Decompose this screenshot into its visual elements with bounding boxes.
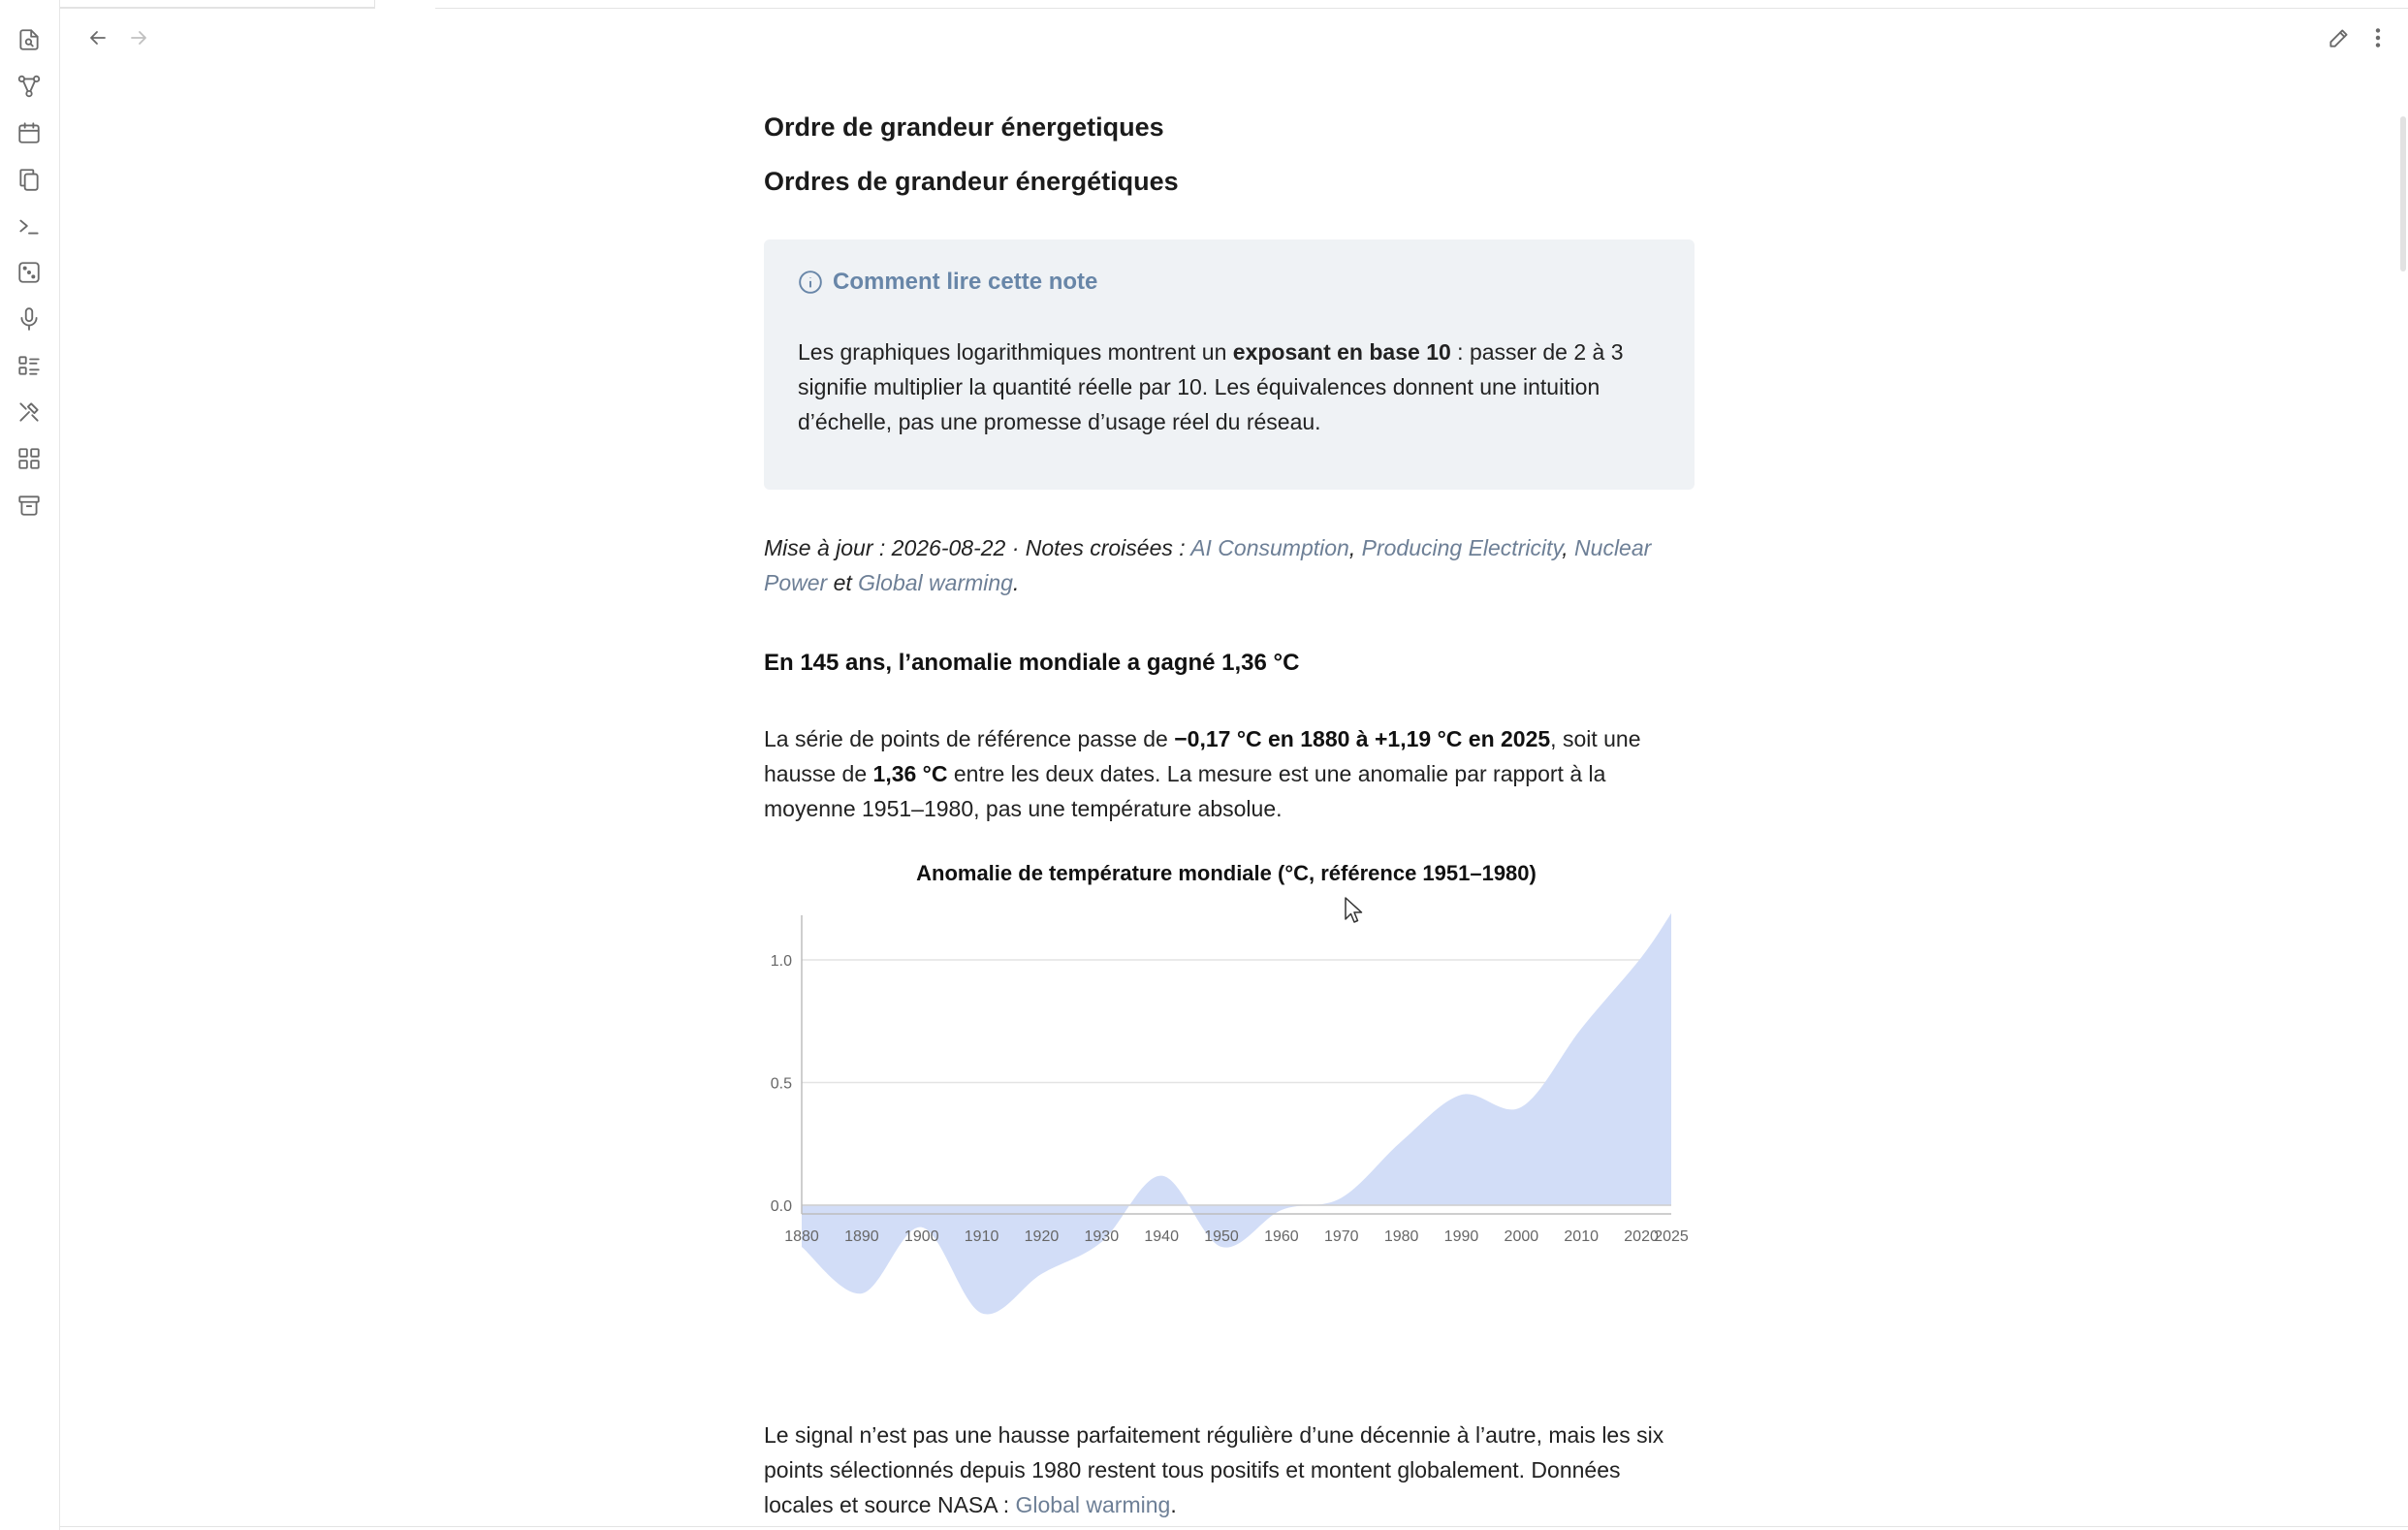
x-tick-label: 1900 — [903, 1228, 939, 1245]
copy-files-icon[interactable] — [13, 163, 46, 196]
x-tick-label: 1910 — [964, 1228, 999, 1245]
status-divider — [60, 1526, 2408, 1527]
paragraph-signal: Le signal n’est pas une hausse parfaitement régulière d’une décennie à l’autre, mais les six points sélectionnés depuis 1980 restent tous positifs et montent globalement. Données locales et source NASA : Global warming. — [764, 1422, 1664, 1517]
chart-plot — [756, 861, 1696, 1346]
arrow-left-icon — [86, 26, 110, 49]
tab[interactable] — [60, 0, 375, 9]
microphone-icon[interactable] — [13, 303, 46, 335]
callout-title-text: Comment lire cette note — [833, 269, 1098, 295]
tab-strip — [60, 0, 2408, 9]
x-tick-label: 1970 — [1323, 1228, 1359, 1245]
file-search-icon[interactable] — [13, 23, 46, 56]
scrollbar-thumb[interactable] — [2400, 116, 2406, 271]
temperature-anomaly-chart — [756, 861, 1696, 1346]
tab-strip-border — [435, 8, 2408, 9]
terminal-icon[interactable] — [13, 209, 46, 242]
mouse-cursor-icon — [1344, 896, 1365, 925]
calendar-icon[interactable] — [13, 116, 46, 149]
x-tick-label: 2010 — [1564, 1228, 1600, 1245]
y-tick-label: 0.5 — [770, 1075, 792, 1093]
grid-icon[interactable] — [13, 442, 46, 475]
x-tick-label: 1920 — [1024, 1228, 1060, 1245]
pencil-icon — [2327, 25, 2352, 50]
x-tick-label: 1930 — [1084, 1228, 1120, 1245]
y-tick-label: 1.0 — [770, 953, 792, 970]
edit-mode-button[interactable] — [2323, 21, 2356, 54]
x-tick-label: 1980 — [1383, 1228, 1419, 1245]
x-tick-label: 2000 — [1504, 1228, 1539, 1245]
x-tick-label: 1990 — [1443, 1228, 1479, 1245]
x-tick-label: 1940 — [1144, 1228, 1179, 1245]
note-heading: Ordres de grandeur énergétiques — [764, 167, 1179, 196]
x-tick-label: 1880 — [784, 1228, 819, 1245]
x-tick-label: 1950 — [1204, 1228, 1239, 1245]
link-global-warming[interactable]: Global warming — [858, 570, 1013, 595]
callout-body: Les graphiques logarithmiques montrent un exposant en base 10 : passer de 2 à 3 signifie multiplier la quantité réelle par 10. Les équivalences donnent une intuition d’échelle, pas une promesse d’usage réel du réseau. — [798, 339, 1624, 434]
x-tick-label: 2020 — [1624, 1228, 1659, 1245]
link-ai-consumption[interactable]: AI Consumption — [1190, 535, 1349, 560]
left-ribbon — [0, 0, 60, 1530]
section-heading: En 145 ans, l’anomalie mondiale a gagné 1,36 °C — [764, 650, 1300, 676]
info-callout — [764, 239, 1695, 490]
more-options-button[interactable] — [2361, 21, 2394, 54]
arrow-right-icon — [127, 26, 150, 49]
tools-icon[interactable] — [13, 396, 46, 429]
y-tick-label: 0.0 — [770, 1198, 792, 1215]
info-icon — [798, 270, 823, 295]
series-area — [802, 913, 1671, 1315]
more-vertical-icon — [2365, 25, 2391, 50]
archive-icon[interactable] — [13, 489, 46, 522]
graph-icon[interactable] — [13, 70, 46, 103]
list-icon[interactable] — [13, 349, 46, 382]
x-tick-label: 1890 — [844, 1228, 879, 1245]
paragraph-anomaly: La série de points de référence passe de −0,17 °C en 1880 à +1,19 °C en 2025, soit une hausse de 1,36 °C entre les deux dates. La mesure est une anomalie par rapport à la moyenne 1951–1980, pas une température absolue. — [764, 726, 1641, 821]
link-global-warming-2[interactable]: Global warming — [1015, 1492, 1171, 1517]
back-button[interactable] — [81, 21, 114, 54]
chart-title: Anomalie de température mondiale (°C, référence 1951–1980) — [916, 861, 1537, 885]
callout-title — [798, 269, 1097, 296]
tab[interactable] — [375, 0, 435, 9]
x-tick-label: 1960 — [1264, 1228, 1299, 1245]
link-producing-electricity[interactable]: Producing Electricity — [1361, 535, 1563, 560]
note-title: Ordre de grandeur énergetiques — [764, 112, 1164, 142]
dice-icon[interactable] — [13, 256, 46, 289]
meta-line: Mise à jour : 2026-08-22 · Notes croisées : AI Consumption, Producing Electricity, Nuclear Power et Global warming. — [764, 535, 1652, 595]
x-tick-label: 2025 — [1654, 1228, 1689, 1245]
forward-button[interactable] — [122, 21, 155, 54]
link-nuclear-power[interactable]: Nuclear Power — [764, 535, 1652, 595]
